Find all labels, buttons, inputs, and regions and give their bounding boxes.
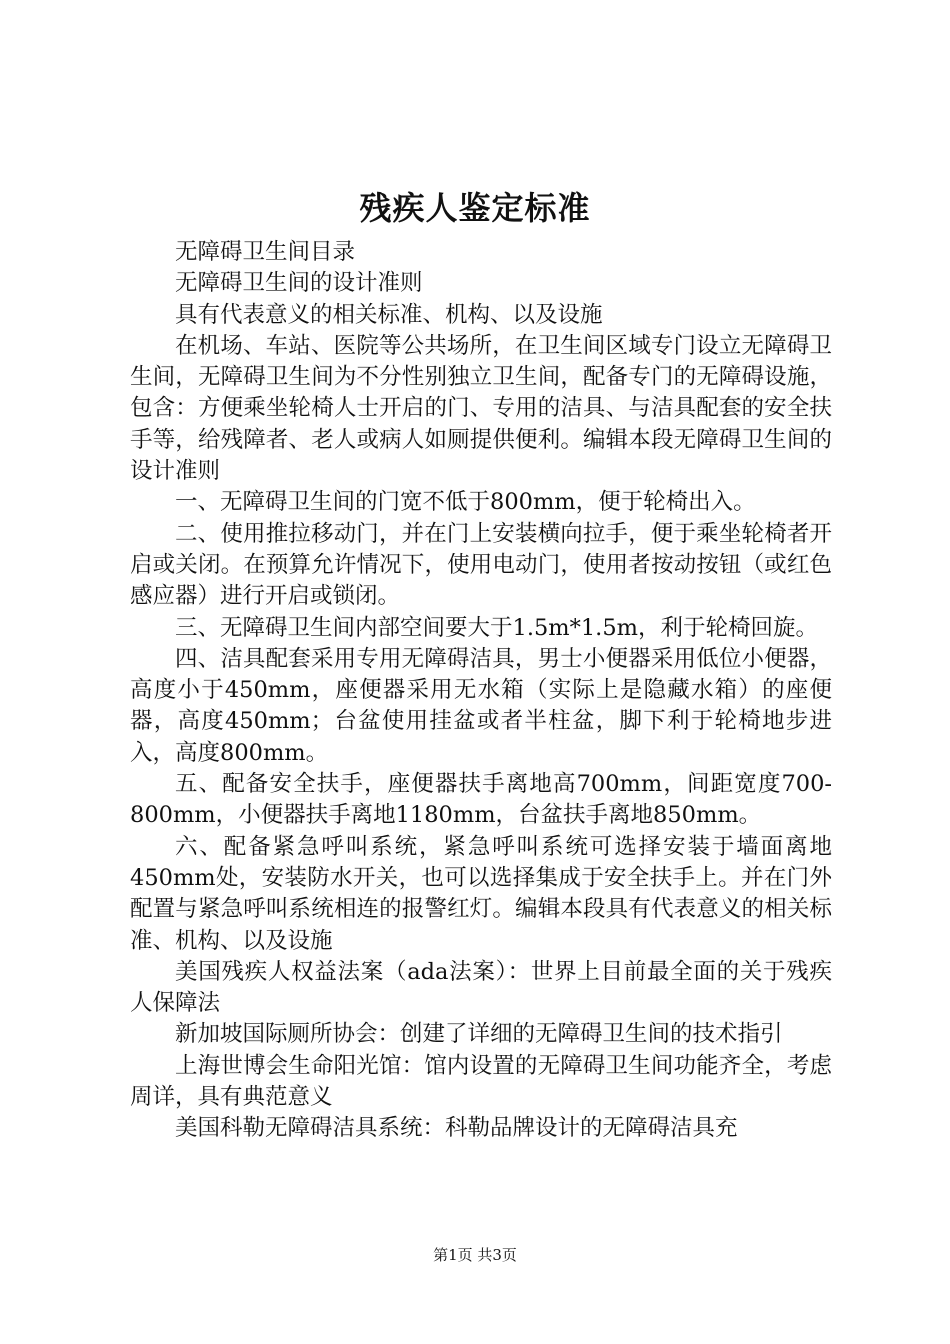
paragraph-ada: 美国残疾人权益法案（ada法案）：世界上目前最全面的关于残疾人保障法 [130, 958, 832, 1017]
paragraph-rule-1: 一、无障碍卫生间的门宽不低于800mm，便于轮椅出入。 [175, 489, 756, 516]
paragraph-toc-item-2: 具有代表意义的相关标准、机构、以及设施 [175, 301, 603, 328]
paragraph-kohler: 美国科勒无障碍洁具系统：科勒品牌设计的无障碍洁具充 [175, 1115, 738, 1142]
paragraph-rule-4: 四、洁具配套采用专用无障碍洁具，男士小便器采用低位小便器，高度小于450mm，座便器采用无水箱（实际上是隐藏水箱）的座便器，高度450mm；台盆使用挂盆或者半柱盆，脚下利于轮椅地步进入，高度800mm。 [130, 645, 832, 766]
paragraph-expo: 上海世博会生命阳光馆：馆内设置的无障碍卫生间功能齐全，考虑周详，具有典范意义 [130, 1052, 832, 1111]
paragraph-toc-heading: 无障碍卫生间目录 [175, 239, 356, 265]
paragraph-toc-item-1: 无障碍卫生间的设计准则 [175, 270, 423, 297]
paragraph-rule-3: 三、无障碍卫生间内部空间要大于1.5m*1.5m，利于轮椅回旋。 [175, 614, 818, 641]
document-body [130, 237, 832, 1145]
document-title: 残疾人鉴定标准 [359, 189, 591, 227]
paragraph-rule-5: 五、配备安全扶手，座便器扶手离地高700mm，间距宽度700-800mm，小便器扶手离地1180mm，台盆扶手离地850mm。 [130, 771, 832, 829]
paragraph-singapore: 新加坡国际厕所协会：创建了详细的无障碍卫生间的技术指引 [175, 1021, 783, 1048]
paragraph-rule-6: 六、配备紧急呼叫系统，紧急呼叫系统可选择安装于墙面离地450mm处，安装防水开关，也可以选择集成于安全扶手上。并在门外配置与紧急呼叫系统相连的报警红灯。编辑本段具有代表意义的相关标准、机构、以及设施 [130, 833, 832, 954]
paragraph-rule-2: 二、使用推拉移动门，并在门上安装横向拉手，便于乘坐轮椅者开启或关闭。在预算允许情况下，使用电动门，使用者按动按钮（或红色感应器）进行开启或锁闭。 [130, 520, 832, 610]
paragraph-intro: 在机场、车站、医院等公共场所，在卫生间区域专门设立无障碍卫生间，无障碍卫生间为不分性别独立卫生间，配备专门的无障碍设施，包含：方便乘坐轮椅人士开启的门、专用的洁具、与洁具配套的安全扶手等，给残障者、老人或病人如厕提供便利。编辑本段无障碍卫生间的设计准则 [130, 332, 832, 485]
page-footer: 第1页 共3页 [433, 1246, 517, 1264]
